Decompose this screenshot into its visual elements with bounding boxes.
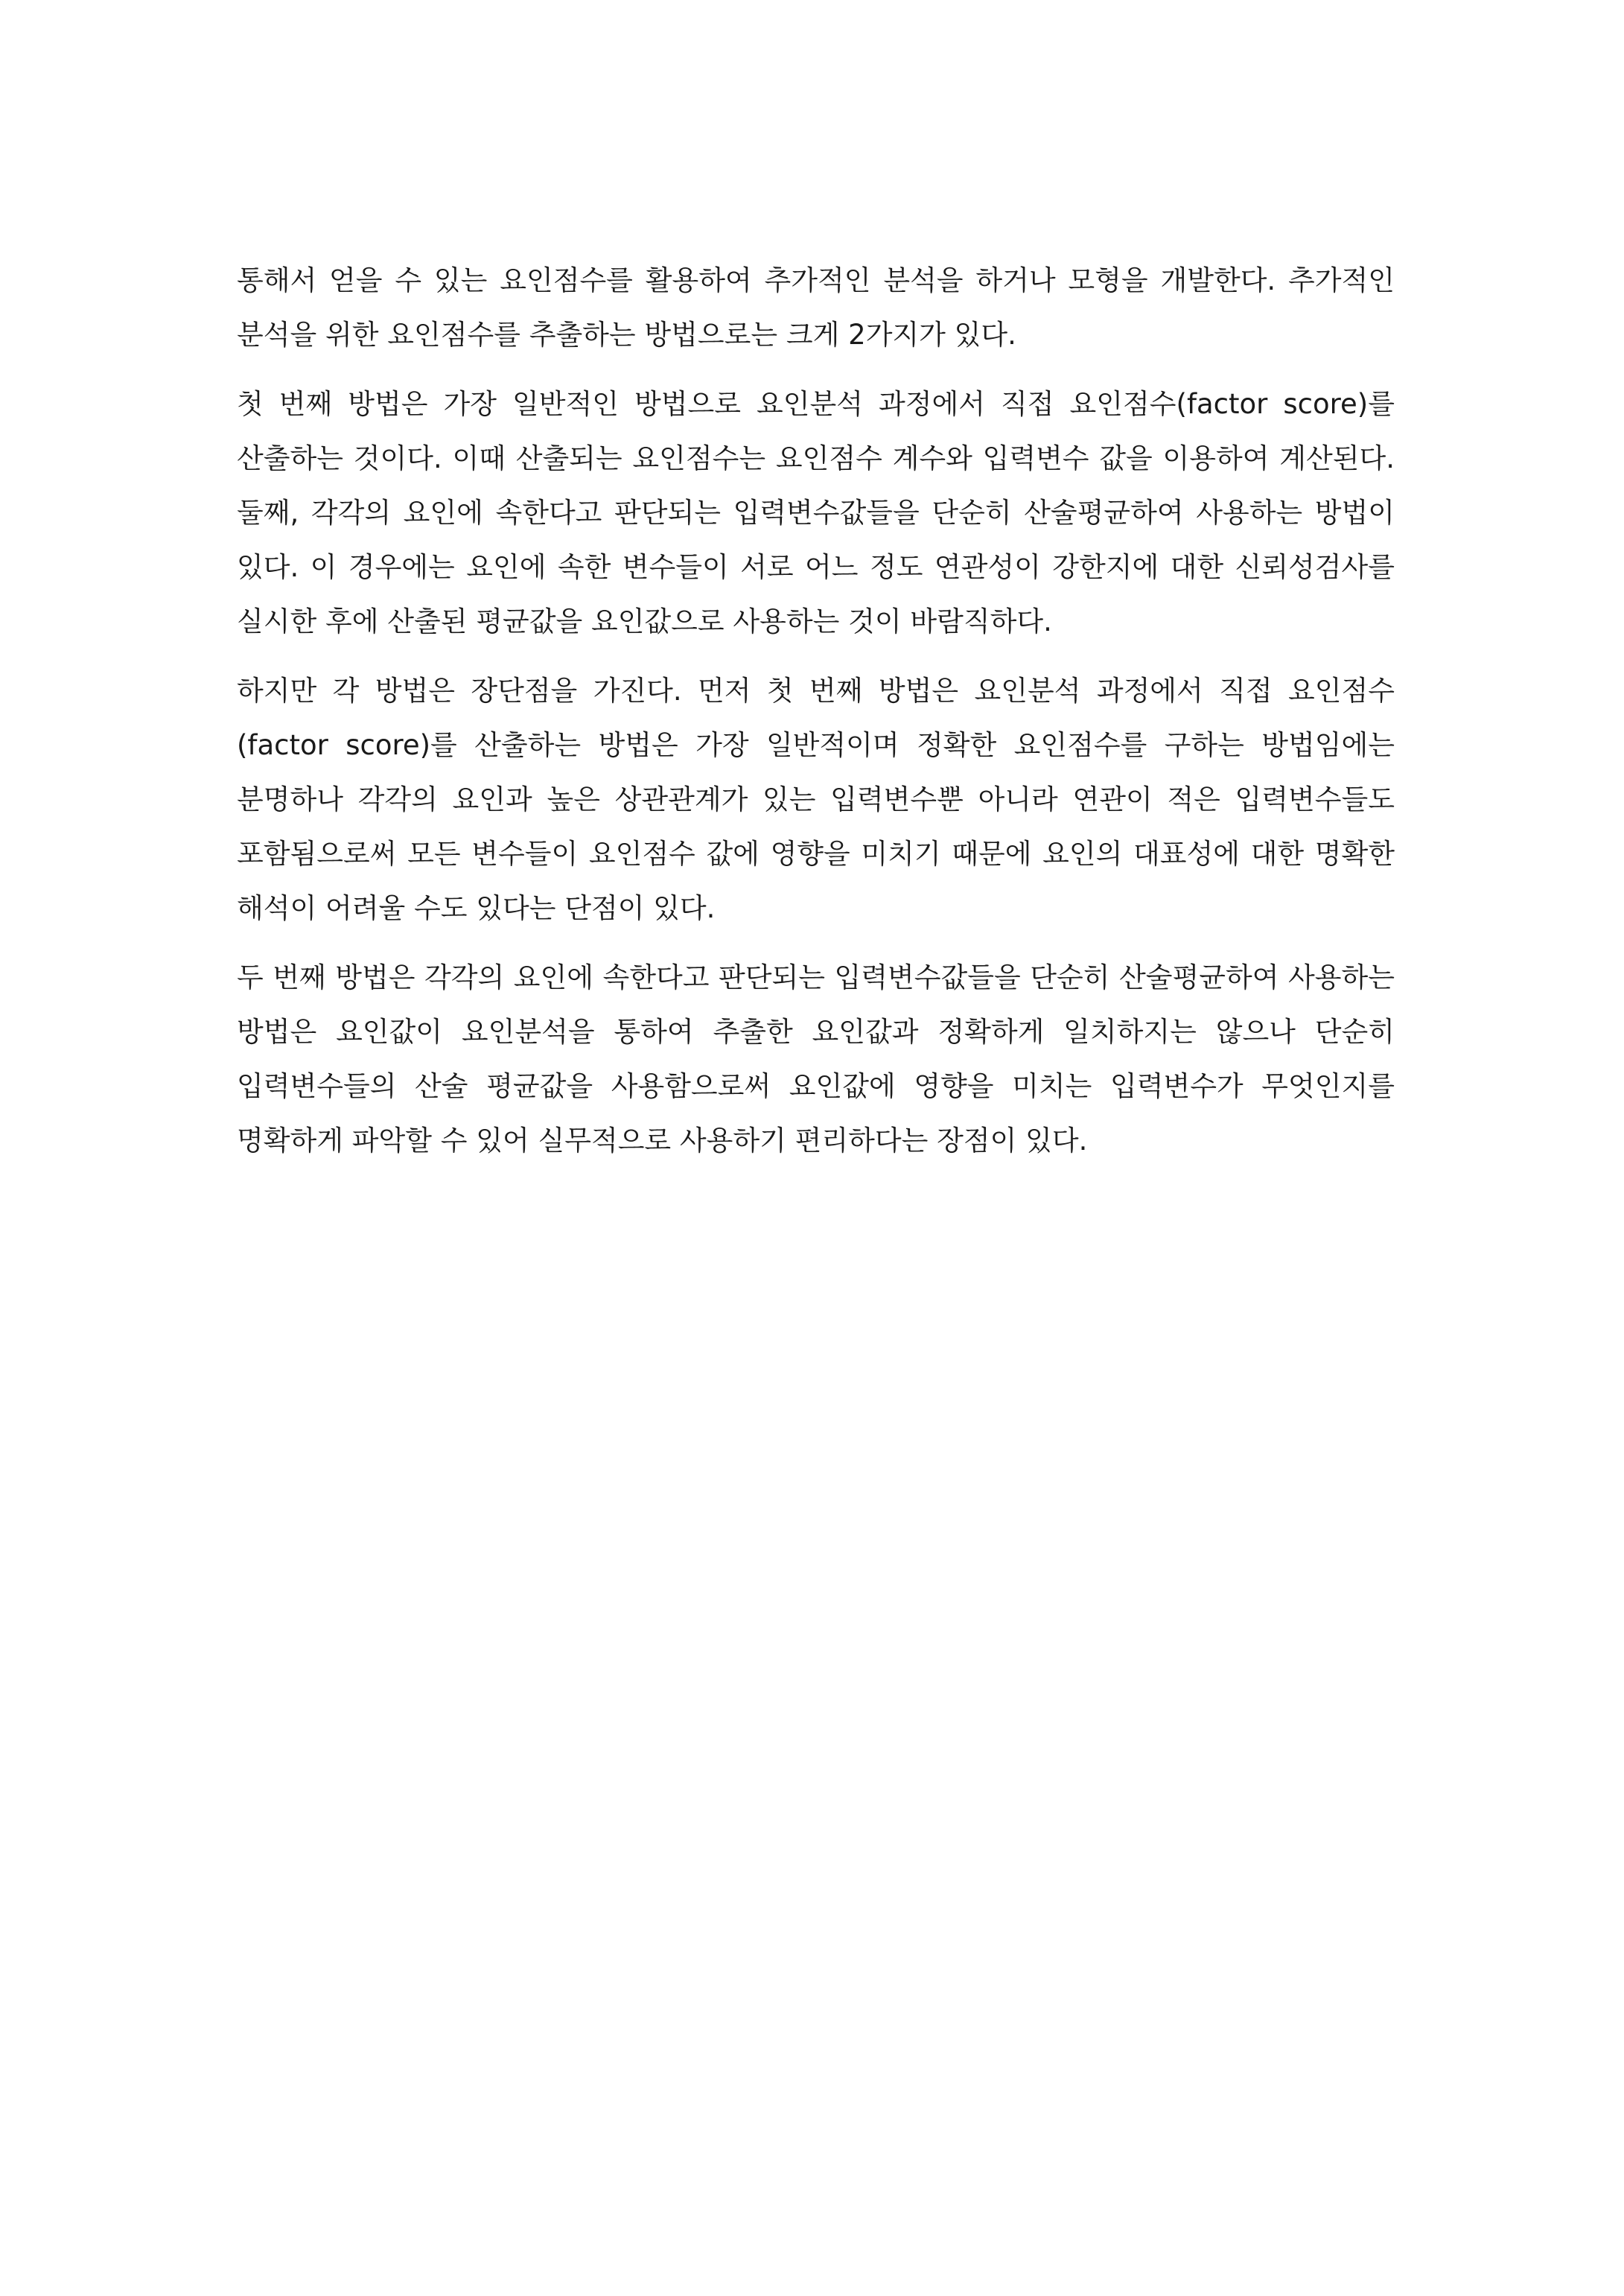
paragraph-1: 통해서 얻을 수 있는 요인점수를 활용하여 추가적인 분석을 하거나 모형을 개발한다. 추가적인 분석을 위한 요인점수를 추출하는 방법으로는 크게 2가지가 있다. xyxy=(237,264,1395,351)
paragraph-3: 하지만 각 방법은 장단점을 가진다. 먼저 첫 번째 방법은 요인분석 과정에서 직접 요인점수(factor score)를 산출하는 방법은 가장 일반적이며 정확한 요인점수를 구하는 방법임에는 분명하나 각각의 요인과 높은 상관관계가 있는 입력변수뿐 아니라 연관이 적은 입력변수들도 포함됨으로써 모든 변수들이 요인점수 값에 영향을 미치기 때문에 요인의 대표성에 대한 명확한 해석이 어려울 수도 있다는 단점이 있다. xyxy=(237,675,1395,924)
paragraph-4: 두 번째 방법은 각각의 요인에 속한다고 판단되는 입력변수값들을 단순히 산술평균하여 사용하는 방법은 요인값이 요인분석을 통하여 추출한 요인값과 정확하게 일치하지는 않으나 단순히 입력변수들의 산술 평균값을 사용함으로써 요인값에 영향을 미치는 입력변수가 무엇인지를 명확하게 파악할 수 있어 실무적으로 사용하기 편리하다는 장점이 있다. xyxy=(237,961,1395,1157)
paragraph-2: 첫 번째 방법은 가장 일반적인 방법으로 요인분석 과정에서 직접 요인점수(factor score)를 산출하는 것이다. 이때 산출되는 요인점수는 요인점수 계수와 입력변수 값을 이용하여 계산된다. 둘째, 각각의 요인에 속한다고 판단되는 입력변수값들을 단순히 산술평균하여 사용하는 방법이 있다. 이 경우에는 요인에 속한 변수들이 서로 어느 정도 연관성이 강한지에 대한 신뢰성검사를 실시한 후에 산출된 평균값을 요인값으로 사용하는 것이 바람직하다. xyxy=(237,388,1395,637)
document-body xyxy=(237,253,1395,1183)
